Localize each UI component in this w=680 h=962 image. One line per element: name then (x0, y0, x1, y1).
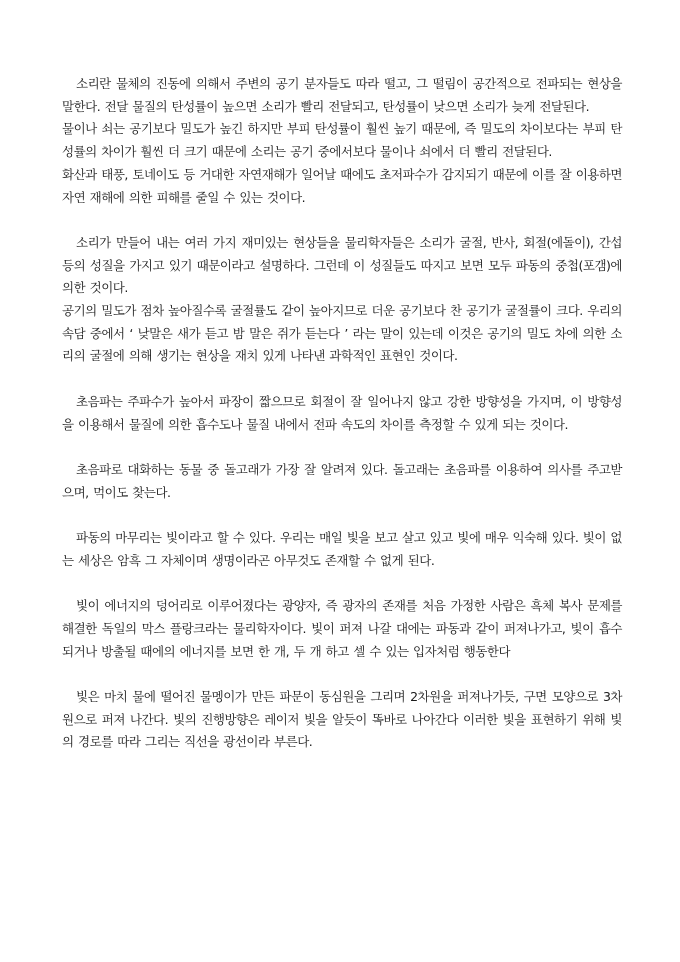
paragraph-gap (62, 368, 622, 391)
paragraph-gap (62, 572, 622, 595)
paragraph-refraction-proverb: 공기의 밀도가 점차 높아질수록 굴절률도 같이 높아지므로 더운 공기보다 찬 공기가 굴절률이 크다. 우리의 속담 중에서 ‘ 낮말은 새가 듣고 밤 말은 쥐가 듣는다 ’ 라는 말이 있는데 이것은 공기의 밀도 차에 의한 소리의 굴절에 의해 생기는 현상을 재치 있게 나타낸 과학적인 표현인 것이다. (62, 303, 622, 364)
paragraph-ultrasound: 초음파는 주파수가 높아서 파장이 짧으므로 회절이 잘 일어나지 않고 강한 방향성을 가지며, 이 방향성을 이용해서 물질에 의한 흡수도나 물질 내에서 전파 속도의 차이를 측정할 수 있게 되는 것이다. (62, 393, 622, 432)
paragraph-gap (62, 504, 622, 527)
paragraph-natural-disasters: 화산과 태풍, 토네이도 등 거대한 자연재해가 일어날 때에도 초저파수가 감지되기 때문에 이를 잘 이용하면 자연 재해에 의한 피해를 줄일 수 있는 것이다. (62, 166, 622, 205)
paragraph-light-ray: 빛은 마치 물에 떨어진 물멩이가 만든 파문이 동심원을 그리며 2차원을 퍼져나가듯, 구면 모양으로 3차원으로 퍼져 나간다. 빛의 진행방향은 레이저 빛을 알듯이 똑바로 나아간다 이러한 빛을 표현하기 위해 빛의 경로를 따라 그리는 직선을 광선이라 부른다. (62, 688, 622, 750)
paragraph-wave-properties: 소리가 만들어 내는 여러 가지 재미있는 현상들을 물리학자들은 소리가 굴절, 반사, 회절(에돌이), 간섭 등의 성질을 가지고 있기 때문이라고 설명하다. 그런데 이 성질들도 따지고 보면 모두 파동의 중첩(포갬)에 의한 것이다. (62, 234, 622, 296)
paragraph-gap (62, 436, 622, 459)
paragraph-sound-in-water-and-metal: 물이나 쇠는 공기보다 밀도가 높긴 하지만 부피 탄성률이 훨씬 높기 때문에, 즉 밀도의 차이보다는 부피 탄성률의 차이가 훨씬 더 크기 때문에 소리는 공기 중에서보다 물이나 쇠에서 더 빨리 전달된다. (62, 121, 622, 160)
document-body (62, 73, 622, 754)
paragraph-gap (62, 663, 622, 686)
paragraph-sound-definition: 소리란 물체의 진동에 의해서 주변의 공기 분자들도 따라 떨고, 그 떨림이 공간적으로 전파되는 현상을 말한다. 전달 물질의 탄성률이 높으면 소리가 빨리 전달되고, 탄성률이 낮으면 소리가 늦게 전달된다. (62, 76, 622, 114)
paragraph-light-intro: 파동의 마무리는 빛이라고 할 수 있다. 우리는 매일 빛을 보고 살고 있고 빛에 매우 익숙해 있다. 빛이 없는 세상은 암흑 그 자체이며 생명이라곤 아무것도 존재할 수 없게 된다. (62, 530, 622, 568)
paragraph-gap (62, 209, 622, 232)
paragraph-dolphins: 초음파로 대화하는 동물 중 돌고래가 가장 잘 알려져 있다. 돌고래는 초음파를 이용하여 의사를 주고받으며, 먹이도 찾는다. (62, 461, 622, 500)
paragraph-photon: 빛이 에너지의 덩어리로 이루어졌다는 광양자, 즉 광자의 존재를 처음 가정한 사람은 흑체 복사 문제를 해결한 독일의 막스 플랑크라는 물리학자이다. 빛이 퍼져 나갈 대에는 파동과 같이 퍼져나가고, 빛이 흡수되거나 방출될 때에의 에너지를 보면 한 개, 두 개 하고 셀 수 있는 입자처럼 행동한다 (62, 598, 622, 659)
